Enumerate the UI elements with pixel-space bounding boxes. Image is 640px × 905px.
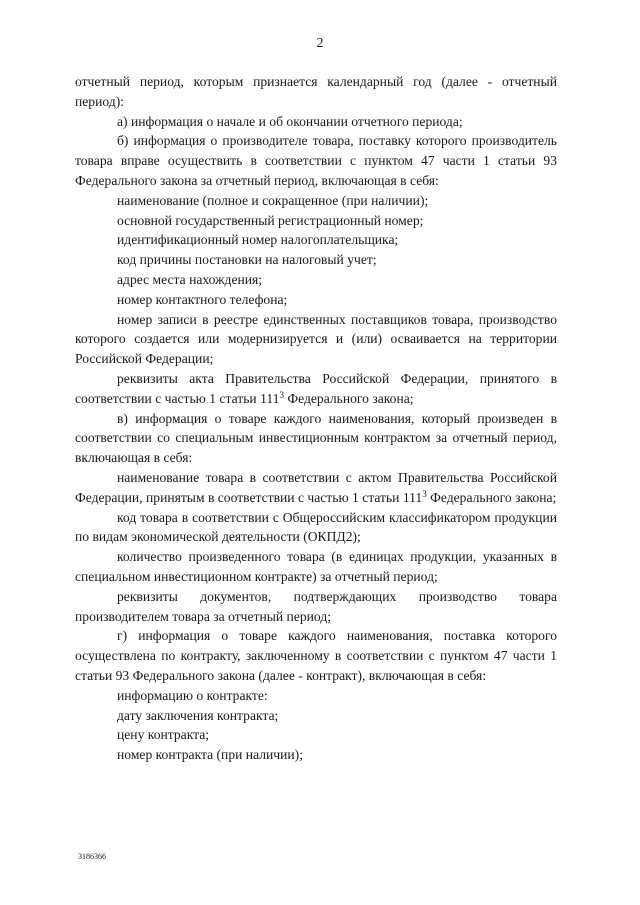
paragraph-item-b: б) информация о производителе товара, поставку которого производитель товара вправе осуществить в соответствии с пунктом 47 части 1 статьи 93 Федерального закона за отчетный период, включающая в себя: bbox=[75, 133, 557, 188]
paragraph-item-v: в) информация о товаре каждого наименования, который произведен в соответствии со специальным инвестиционным контрактом за отчетный период, включающая в себя: bbox=[75, 410, 557, 466]
paragraph-address: адрес места нахождения; bbox=[117, 271, 263, 287]
paragraph-government-act bbox=[75, 369, 557, 409]
paragraph-registry-number: номер записи в реестре единственных поставщиков товара, производство которого создается или модернизируется и (или) осваивается на территории Российской Федерации; bbox=[75, 311, 557, 367]
superscript: 3 bbox=[279, 389, 284, 400]
paragraph-item-a: а) информация о начале и об окончании отчетного периода; bbox=[117, 113, 463, 129]
paragraph-contract-date: дату заключения контракта; bbox=[117, 707, 279, 723]
paragraph-ogrn: основной государственный регистрационный номер; bbox=[117, 212, 424, 228]
paragraph-contract-info: информацию о контракте: bbox=[117, 687, 268, 703]
paragraph-government-act-text: реквизиты акта Правительства Российской Федерации, принятого в соответствии с частью 1 статьи 111 bbox=[75, 370, 557, 406]
paragraph-name: наименование (полное и сокращенное (при наличии); bbox=[117, 192, 429, 208]
paragraph-contract-price: цену контракта; bbox=[117, 727, 210, 743]
paragraph-product-name-tail: Федерального закона; bbox=[426, 489, 557, 505]
superscript: 3 bbox=[422, 488, 427, 499]
paragraph-product-name-text: наименование товара в соответствии с актом Правительства Российской Федерации, принятым в соответствии с частью 1 статьи 111 bbox=[75, 469, 557, 505]
page-number: 2 bbox=[316, 36, 324, 51]
paragraph-product-code: код товара в соответствии с Общероссийским классификатором продукции по видам экономической деятельности (ОКПД2); bbox=[75, 509, 557, 545]
document-code: 3186366 bbox=[78, 852, 106, 861]
paragraph-product-name bbox=[75, 468, 557, 508]
paragraph-kpp: код причины постановки на налоговый учет; bbox=[117, 252, 377, 268]
paragraph-phone: номер контактного телефона; bbox=[117, 291, 288, 307]
paragraph-continuation: отчетный период, которым признается календарный год (далее - отчетный период): bbox=[75, 74, 557, 109]
paragraph-inn: идентификационный номер налогоплательщика; bbox=[117, 232, 399, 248]
document-body bbox=[75, 72, 557, 765]
paragraph-quantity: количество произведенного товара (в единицах продукции, указанных в специальном инвестиционном контракте) за отчетный период; bbox=[75, 549, 557, 584]
paragraph-item-g: г) информация о товаре каждого наименования, поставка которого осуществлена по контракту, заключенному в соответствии с пунктом 47 части 1 статьи 93 Федерального закона (далее - контракт), включающая в себя: bbox=[75, 628, 557, 683]
paragraph-documents: реквизиты документов, подтверждающих производство товара производителем товара за отчетный период; bbox=[75, 588, 557, 624]
paragraph-government-act-tail: Федерального закона; bbox=[283, 390, 414, 406]
paragraph-contract-number: номер контракта (при наличии); bbox=[117, 747, 303, 763]
